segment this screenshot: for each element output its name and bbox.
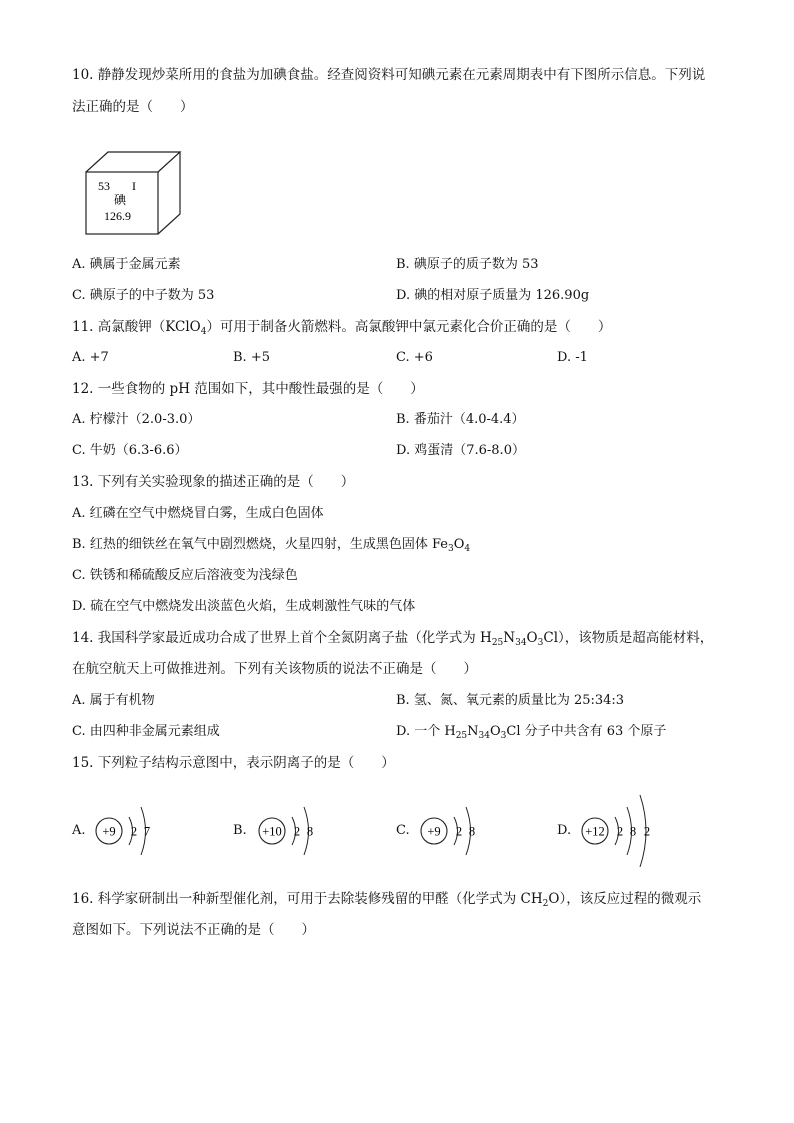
q12-option-c[interactable]: C. 牛奶（6.3-6.6） [72,443,188,458]
q12-stem: 12. 一些食物的 pH 范围如下，其中酸性最强的是（ ） [72,381,424,397]
q10-option-d[interactable]: D. 碘的相对原子质量为 126.90g [396,288,590,303]
q15-option-a-label[interactable]: A. [72,823,86,838]
element-mass: 126.9 [104,209,131,223]
atom-diagram-b[interactable] [255,795,335,865]
q14-stem-line2: 在航空航天上可做推进剂。下列有关该物质的说法不正确是（ ） [72,661,477,677]
electron-count: 8 [629,824,637,839]
electron-count: 2 [130,824,138,839]
q13-option-b[interactable]: B. 红热的细铁丝在氧气中剧烈燃烧，火星四射，生成黑色固体 $Fe_3O_4$ [72,537,471,554]
electron-count: 8 [306,824,314,839]
q12-option-d[interactable]: D. 鸡蛋清（7.6-8.0） [396,443,525,458]
q10-option-b[interactable]: B. 碘原子的质子数为 53 [396,257,539,272]
nucleus-charge: +9 [427,824,441,839]
atom-diagram-c[interactable] [417,795,497,865]
q14-option-d[interactable]: D. 一个 $H_{25}N_{34}O_3Cl$ 分子中共含有 63 个原子 [396,724,667,741]
q10-option-a[interactable]: A. 碘属于金属元素 [72,257,181,272]
q16-stem-line1: 16. 科学家研制出一种新型催化剂，可用于去除装修残留的甲醛（化学式为 $CH_2O$），该反应过程的微观示 [72,891,702,909]
q15-option-b-label[interactable]: B. [233,823,247,838]
electron-count: 2 [293,824,301,839]
q15-option-c-label[interactable]: C. [396,823,410,838]
q13-stem: 13. 下列有关实验现象的描述正确的是（ ） [72,474,355,490]
q13-option-c[interactable]: C. 铁锈和稀硫酸反应后溶液变为浅绿色 [72,568,298,583]
q11-option-a[interactable]: A. +7 [72,350,109,365]
q11-option-c[interactable]: C. +6 [396,350,433,365]
q13-option-a[interactable]: A. 红磷在空气中燃烧冒白雾，生成白色固体 [72,506,324,521]
element-number: 53 [98,179,110,193]
q10-stem-line1: 10. 静静发现炒菜所用的食盐为加碘食盐。经查阅资料可知碘元素在元素周期表中有下图所示信息。下列说 [72,67,706,83]
q11-option-b[interactable]: B. +5 [233,350,270,365]
q15-stem: 15. 下列粒子结构示意图中，表示阴离子的是（ ） [72,755,395,771]
nucleus-charge: +9 [102,824,116,839]
q15-option-d-label[interactable]: D. [557,823,572,838]
q14-option-a[interactable]: A. 属于有机物 [72,693,155,708]
q16-stem-line2: 意图如下。下列说法不正确的是（ ） [72,922,315,938]
q11-option-d[interactable]: D. -1 [557,350,588,365]
nucleus-charge: +10 [262,824,282,839]
q12-option-b[interactable]: B. 番茄汁（4.0-4.4） [396,412,525,427]
electron-count: 2 [455,824,463,839]
q10-option-c[interactable]: C. 碘原子的中子数为 53 [72,288,215,303]
q14-option-c[interactable]: C. 由四种非金属元素组成 [72,724,220,739]
q13-option-d[interactable]: D. 硫在空气中燃烧发出淡蓝色火焰，生成刺激性气味的气体 [72,599,416,614]
element-symbol: I [132,179,136,193]
electron-count: 2 [643,824,651,839]
nucleus-charge: +12 [585,824,605,839]
atom-diagram-a[interactable] [92,795,172,865]
electron-count: 7 [143,824,151,839]
q10-stem-line2: 法正确的是（ ） [72,99,194,115]
element-name: 碘 [114,193,127,207]
atom-diagram-d[interactable] [578,785,670,875]
q14-option-b[interactable]: B. 氢、氮、氧元素的质量比为 25:34:3 [396,693,625,708]
iodine-element-card [84,150,184,236]
q14-stem-line1: 14. 我国科学家最近成功合成了世界上首个全氮阴离子盐（化学式为 $H_{25}N_{34}O_3Cl$），该物质是超高能材料， [72,630,714,648]
q11-stem: 11. 高氯酸钾（KClO$_4$）可用于制备火箭燃料。高氯酸钾中氯元素化合价正确的是（ ） [72,319,612,337]
electron-count: 2 [616,824,624,839]
electron-count: 8 [468,824,476,839]
q12-option-a[interactable]: A. 柠檬汁（2.0-3.0） [72,412,201,427]
